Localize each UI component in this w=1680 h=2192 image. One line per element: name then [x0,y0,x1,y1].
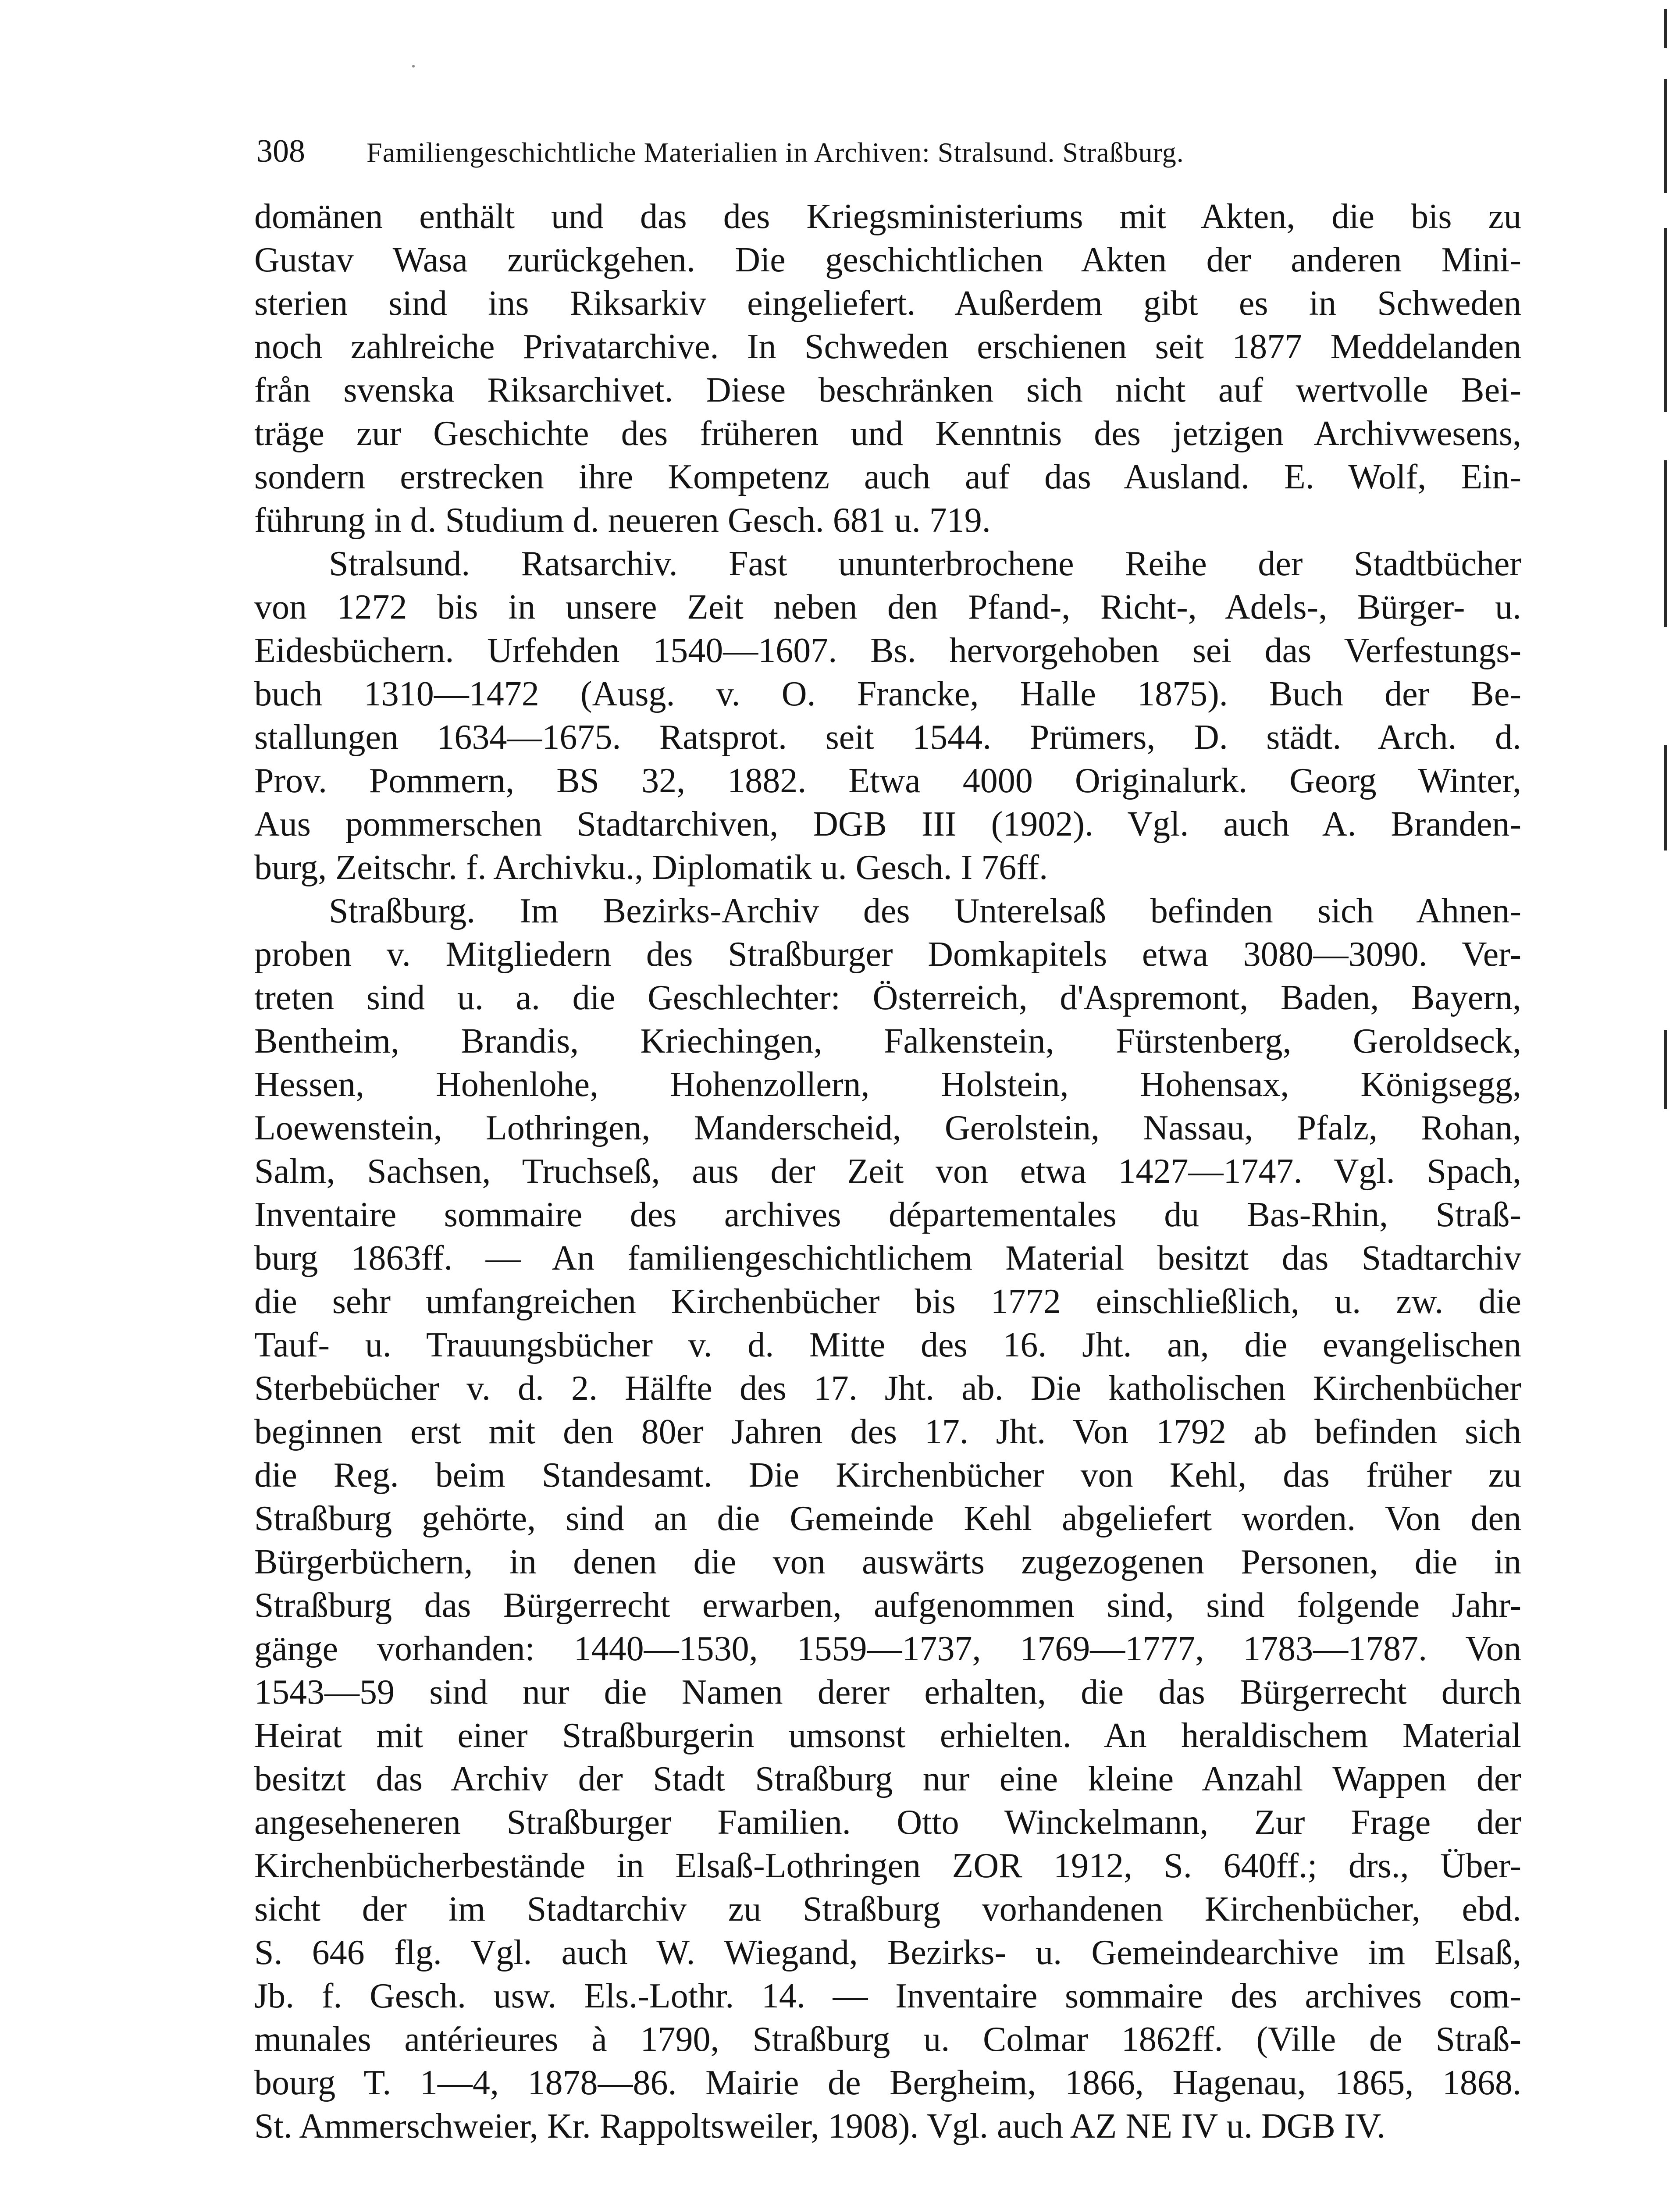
text-line: Loewenstein, Lothringen, Manderscheid, Gerolstein, Nassau, Pfalz, Rohan, [254,1109,1521,1147]
text-line: gänge vorhanden: 1440—1530, 1559—1737, 1769—1777, 1783—1787. Von [254,1630,1521,1668]
text-line: besitzt das Archiv der Stadt Straßburg nur eine kleine Anzahl Wappen der [254,1760,1521,1798]
scan-edge-artifact [1664,745,1667,850]
scan-edge-artifact [1664,1030,1667,1109]
scan-edge-artifact [1664,79,1667,193]
text-line: stallungen 1634—1675. Ratsprot. seit 1544. Prümers, D. städt. Arch. d. [254,718,1521,757]
text-line: proben v. Mitgliedern des Straßburger Domkapitels etwa 3080—3090. Ver- [254,935,1521,974]
text-line: die Reg. beim Standesamt. Die Kirchenbücher von Kehl, das früher zu [254,1456,1521,1495]
page-number: 308 [256,133,305,169]
scan-edge-artifact [1664,9,1667,48]
text-line: Inventaire sommaire des archives départementales du Bas-Rhin, Straß- [254,1196,1521,1234]
text-line: Salm, Sachsen, Truchseß, aus der Zeit von etwa 1427—1747. Vgl. Spach, [254,1152,1521,1191]
text-line: sterien sind ins Riksarkiv eingeliefert. Außerdem gibt es in Schweden [254,284,1521,323]
text-line: Hessen, Hohenlohe, Hohenzollern, Holstein, Hohensax, Königsegg, [254,1065,1521,1104]
text-line: Straßburg das Bürgerrecht erwarben, aufgenommen sind, sind folgende Jahr- [254,1586,1521,1625]
text-line: burg 1863ff. — An familiengeschichtlichem Material besitzt das Stadtarchiv [254,1239,1521,1277]
text-line: bourg T. 1—4, 1878—86. Mairie de Bergheim, 1866, Hagenau, 1865, 1868. [254,2064,1521,2102]
text-line: 1543—59 sind nur die Namen derer erhalten, die das Bürgerrecht durch [254,1673,1521,1712]
text-line: från svenska Riksarchivet. Diese beschränken sich nicht auf wertvolle Bei- [254,371,1521,409]
text-line: Tauf- u. Trauungsbücher v. d. Mitte des 16. Jht. an, die evangelischen [254,1326,1521,1364]
paragraph-stralsund-start: Stralsund. Ratsarchiv. Fast ununterbrochene Reihe der Stadtbücher [329,544,1521,583]
text-line: Sterbebücher v. d. 2. Hälfte des 17. Jht. ab. Die katholischen Kirchenbücher [254,1369,1521,1408]
text-line: Jb. f. Gesch. usw. Els.-Lothr. 14. — Inventaire sommaire des archives com- [254,1977,1521,2015]
text-line: Bentheim, Brandis, Kriechingen, Falkenstein, Fürstenberg, Geroldseck, [254,1022,1521,1060]
text-body [254,195,1521,2148]
scan-edge-artifact [1664,460,1667,627]
scan-speck [412,65,415,68]
text-line: träge zur Geschichte des früheren und Kenntnis des jetzigen Archivwesens, [254,414,1521,453]
paragraph-strassburg-start: Straßburg. Im Bezirks-Archiv des Unterelsaß befinden sich Ahnen- [329,892,1521,930]
text-line: Heirat mit einer Straßburgerin umsonst erhielten. An heraldischem Material [254,1716,1521,1755]
text-line: Straßburg gehörte, sind an die Gemeinde Kehl abgeliefert worden. Von den [254,1499,1521,1538]
text-line: S. 646 flg. Vgl. auch W. Wiegand, Bezirks- u. Gemeindearchive im Elsaß, [254,1933,1521,1972]
text-line: Eidesbüchern. Urfehden 1540—1607. Bs. hervorgehoben sei das Verfestungs- [254,631,1521,670]
running-head-title: Familiengeschichtliche Materialien in Archiven: Stralsund. Straßburg. [367,137,1184,168]
text-line: burg, Zeitschr. f. Archivku., Diplomatik u. Gesch. I 76ff. [254,848,1048,887]
text-line: Kirchenbücherbestände in Elsaß-Lothringen ZOR 1912, S. 640ff.; drs., Über- [254,1847,1521,1885]
text-line: die sehr umfangreichen Kirchenbücher bis 1772 einschließlich, u. zw. die [254,1282,1521,1321]
text-line: munales antérieures à 1790, Straßburg u. Colmar 1862ff. (Ville de Straß- [254,2020,1521,2059]
text-line: Bürgerbüchern, in denen die von auswärts zugezogenen Personen, die in [254,1543,1521,1581]
text-line: sicht der im Stadtarchiv zu Straßburg vorhandenen Kirchenbücher, ebd. [254,1890,1521,1929]
text-line: noch zahlreiche Privatarchive. In Schweden erschienen seit 1877 Meddelanden [254,327,1521,366]
text-line: Aus pommerschen Stadtarchiven, DGB III (1902). Vgl. auch A. Branden- [254,805,1521,843]
text-line: beginnen erst mit den 80er Jahren des 17. Jht. Von 1792 ab befinden sich [254,1413,1521,1451]
text-line: St. Ammerschweier, Kr. Rappoltsweiler, 1908). Vgl. auch AZ NE IV u. DGB IV. [254,2107,1385,2146]
text-line: treten sind u. a. die Geschlechter: Österreich, d'Aspremont, Baden, Bayern, [254,979,1521,1017]
text-line: Prov. Pommern, BS 32, 1882. Etwa 4000 Originalurk. Georg Winter, [254,762,1521,800]
scan-edge-artifact [1664,228,1667,412]
text-line: angeseheneren Straßburger Familien. Otto Winckelmann, Zur Frage der [254,1803,1521,1842]
text-line: Gustav Wasa zurückgehen. Die geschichtlichen Akten der anderen Mini- [254,241,1521,279]
text-line: buch 1310—1472 (Ausg. v. O. Francke, Halle 1875). Buch der Be- [254,675,1521,713]
text-line: führung in d. Studium d. neueren Gesch. 681 u. 719. [254,501,991,540]
running-head [256,127,1543,175]
text-line: von 1272 bis in unsere Zeit neben den Pfand-, Richt-, Adels-, Bürger- u. [254,588,1521,626]
text-line: sondern erstrecken ihre Kompetenz auch auf das Ausland. E. Wolf, Ein- [254,458,1521,496]
text-line: domänen enthält und das des Kriegsministeriums mit Akten, die bis zu [254,197,1521,236]
